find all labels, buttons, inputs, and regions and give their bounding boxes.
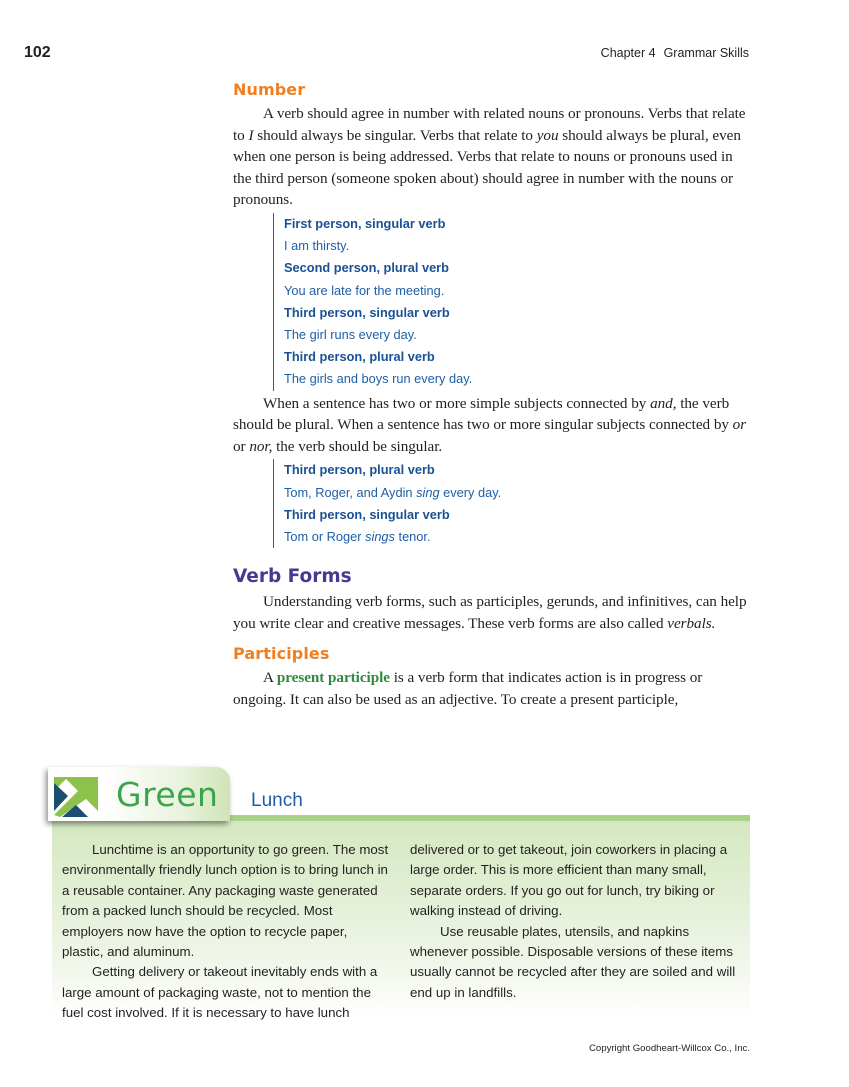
italic-verb: sings — [365, 528, 395, 544]
number-paragraph — [233, 103, 753, 211]
italic-term: nor, — [249, 437, 273, 455]
italic-term: I — [248, 126, 254, 144]
chapter-number: Chapter 4 — [600, 46, 656, 60]
example-label: Third person, singular verb — [284, 304, 450, 320]
example-sentence: The girls and boys run every day. — [284, 371, 473, 387]
examples-block — [273, 213, 753, 391]
example-label: First person, singular verb — [284, 215, 446, 231]
example-sentence — [284, 482, 753, 504]
text-run: the verb should be singular. — [272, 437, 443, 455]
text-run: Understanding verb forms, such as participles, gerunds, and infinitives, can help you write clear and creative messages. These verb forms are also called — [233, 593, 747, 632]
page-number: 102 — [24, 44, 51, 61]
green-box-rule — [230, 815, 750, 821]
example-sentence: I am thirsty. — [284, 238, 350, 254]
text-run: every day. — [439, 484, 502, 500]
green-badge-word: Green — [116, 775, 219, 814]
text-run: Tom or Roger — [284, 528, 366, 544]
example-label: Third person, singular verb — [284, 506, 450, 522]
key-term: present participle — [276, 669, 390, 687]
italic-term: or — [732, 416, 747, 434]
example-sentence: You are late for the meeting. — [284, 282, 445, 298]
green-box-left-column — [62, 840, 390, 1024]
running-head — [601, 46, 749, 60]
italic-term: and, — [650, 394, 677, 412]
text-run: the verb should be plural. When a sentence has two or more singular subjects connected by — [233, 394, 733, 434]
example-label: Second person, plural verb — [284, 260, 449, 276]
examples-block-2 — [273, 459, 753, 548]
italic-term: you — [536, 126, 559, 144]
green-box-rule-thin — [230, 822, 750, 823]
text-run: or — [233, 437, 250, 455]
text-run: tenor. — [394, 528, 431, 544]
chapter-title: Grammar Skills — [663, 46, 749, 60]
verb-forms-heading: Verb Forms — [233, 566, 352, 588]
copyright-footer: Copyright Goodheart-Willcox Co., Inc. — [588, 1043, 750, 1054]
green-box-right-column — [410, 840, 738, 1003]
main-content — [233, 80, 753, 711]
text-run: Tom, Roger, and Aydin — [284, 484, 417, 500]
verb-forms-paragraph — [233, 591, 753, 634]
participles-paragraph — [233, 667, 753, 710]
green-box-title: Lunch — [251, 790, 303, 811]
italic-term: verbals. — [667, 614, 716, 632]
green-paragraph: delivered or to get takeout, join coworkers in placing a large order. This is more efficient than many small, separate orders. If you go out for lunch, try biking or walking instead of driving. — [410, 842, 728, 919]
example-sentence: The girl runs every day. — [284, 326, 417, 342]
green-paragraph: Use reusable plates, utensils, and napkins whenever possible. Disposable versions of these items usually cannot be recycled after they are soiled and will end up in landfills. — [410, 923, 736, 1000]
example-sentence — [284, 526, 753, 548]
text-run: should always be singular. Verbs that relate to — [253, 126, 537, 144]
green-arrow-logo-icon — [54, 775, 100, 817]
text-run: is a verb form that indicates action is in progress or ongoing. It can also be used as an adjective. To create a present participle, — [233, 669, 703, 708]
participles-heading: Participles — [233, 644, 330, 664]
example-label: Third person, plural verb — [284, 462, 435, 478]
example-label: Third person, plural verb — [284, 349, 435, 365]
compound-subject-paragraph — [233, 393, 753, 458]
text-run: should always be plural, even when one person is being addressed. Verbs that relate to nouns or pronouns used in the third person (someone spoken about) should agree in number with the nouns or pronouns. — [233, 126, 741, 209]
green-paragraph: Getting delivery or takeout inevitably ends with a large amount of packaging waste, not to mention the fuel cost involved. If it is necessary to have lunch — [62, 964, 378, 1021]
text-run: A verb should agree in number with related nouns or pronouns. Verbs that relate to — [233, 105, 746, 144]
italic-verb: sing — [416, 484, 440, 500]
text-run: When a sentence has two or more simple subjects connected by — [263, 394, 651, 412]
number-heading: Number — [233, 80, 306, 99]
green-paragraph: Lunchtime is an opportunity to go green. The most environmentally friendly lunch option is to bring lunch in a reusable container. Any packaging waste generated from a packed lunch should be recycled. Most employers now have the option to recycle paper, plastic, and aluminum. — [62, 842, 389, 960]
text-run: A — [263, 669, 277, 687]
